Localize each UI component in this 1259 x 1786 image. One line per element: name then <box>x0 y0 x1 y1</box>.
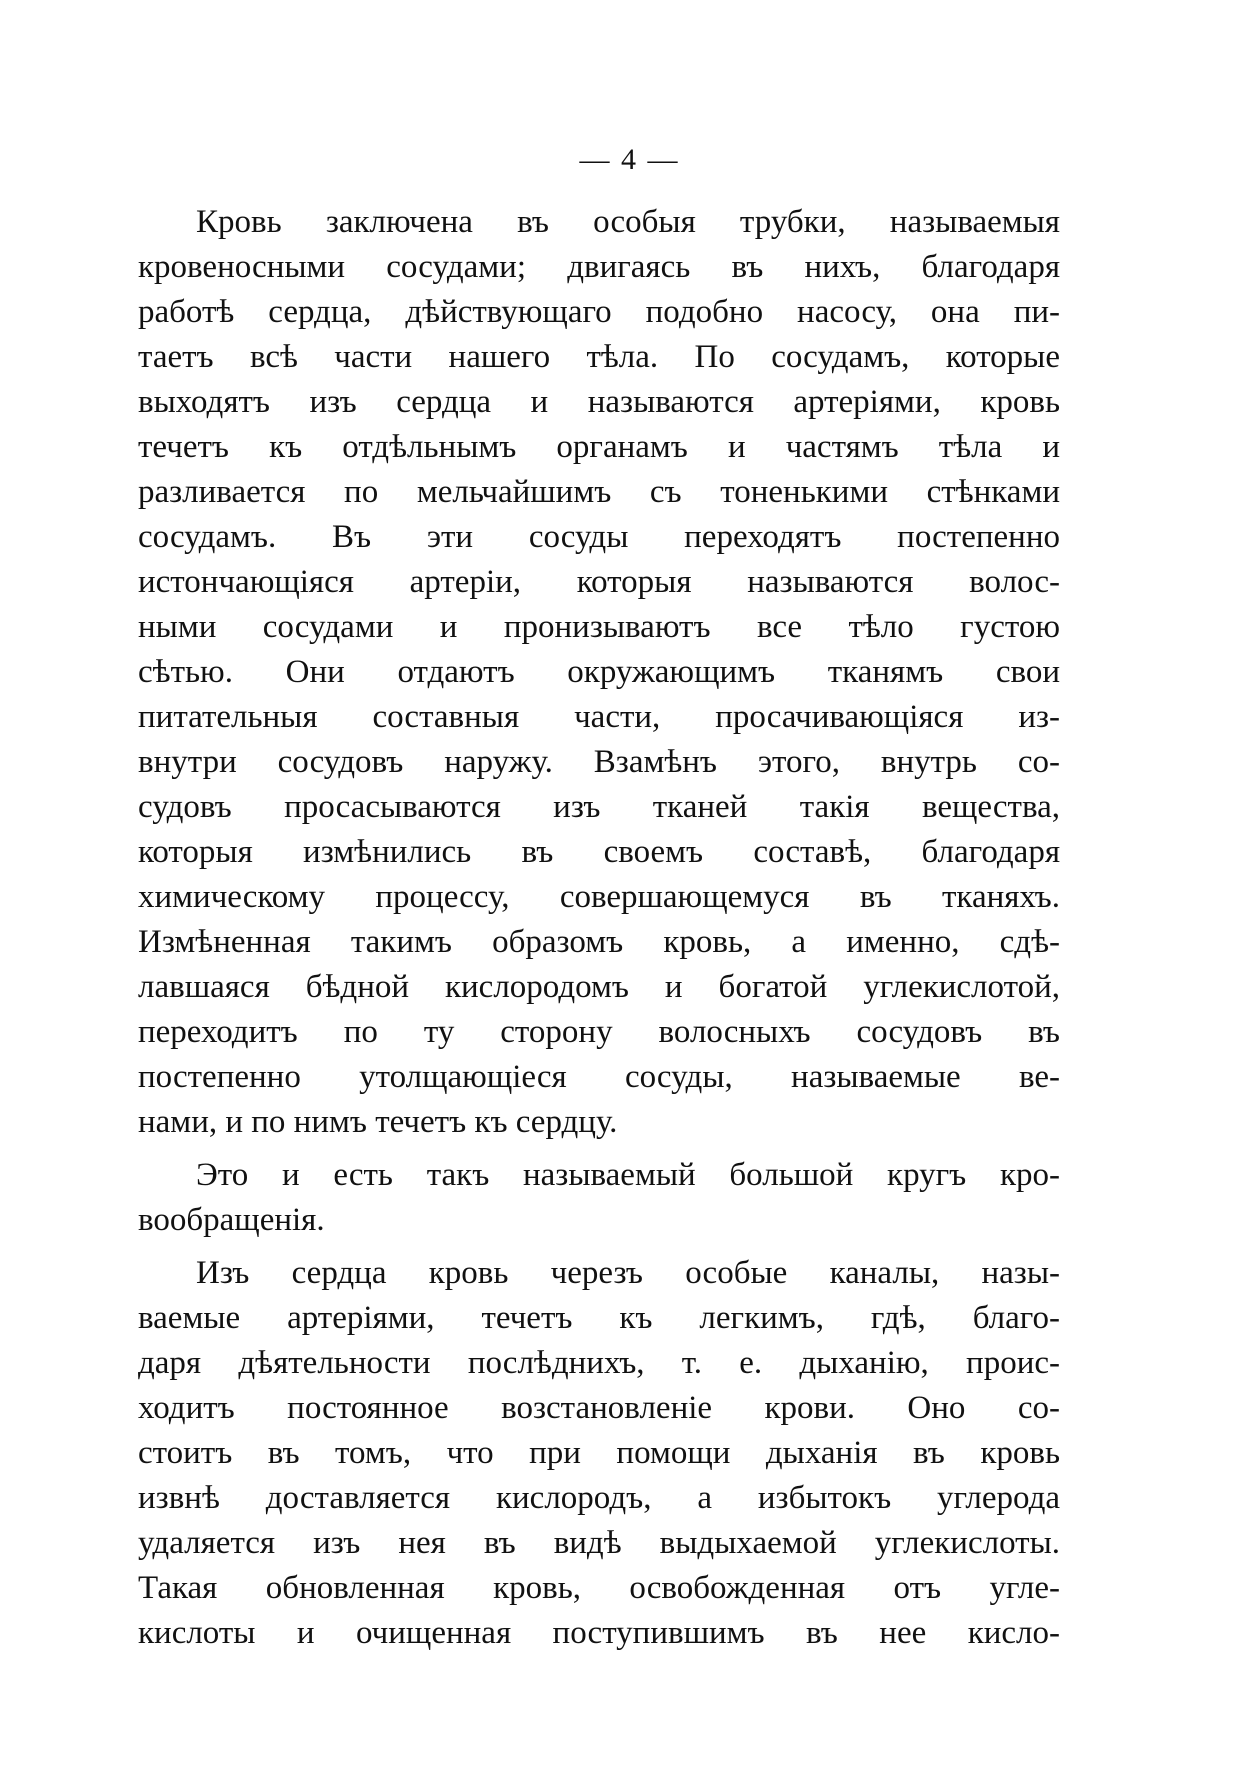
text-line: работѣ сердца, дѣйствующаго подобно насосу, она пи- <box>138 294 1060 330</box>
text-line: Это и есть такъ называемый большой кругъ кро- <box>196 1157 1060 1193</box>
body-text <box>138 200 1060 1664</box>
text-line: ходитъ постоянное возстановленіе крови. Оно со- <box>138 1390 1060 1426</box>
text-line: питательныя составныя части, просачивающіяся из- <box>138 699 1060 735</box>
text-line: удаляется изъ нея въ видѣ выдыхаемой углекислоты. <box>138 1525 1060 1561</box>
text-line: постепенно утолщающіеся сосуды, называемые ве- <box>138 1059 1060 1095</box>
text-line: кровеносными сосудами; двигаясь въ нихъ, благодаря <box>138 249 1060 285</box>
text-line: Кровь заключена въ особыя трубки, называемыя <box>196 204 1060 240</box>
text-line: извнѣ доставляется кислородъ, а избытокъ углерода <box>138 1480 1060 1516</box>
text-line: переходитъ по ту сторону волосныхъ сосудовъ въ <box>138 1014 1060 1050</box>
text-line: вообращенія. <box>138 1202 325 1238</box>
text-line: таетъ всѣ части нашего тѣла. По сосудамъ, которые <box>138 339 1060 375</box>
text-line: нами, и по нимъ течетъ къ сердцу. <box>138 1104 618 1140</box>
text-line: внутри сосудовъ наружу. Взамѣнъ этого, внутрь со- <box>138 744 1060 780</box>
text-line: Измѣненная такимъ образомъ кровь, а именно, сдѣ- <box>138 924 1060 960</box>
page-number: — 4 — <box>579 143 680 176</box>
text-line: истончающіяся артеріи, которыя называются волос- <box>138 564 1060 600</box>
text-line: ваемые артеріями, течетъ къ легкимъ, гдѣ, благо- <box>138 1300 1060 1336</box>
text-line: которыя измѣнились въ своемъ составѣ, благодаря <box>138 834 1060 870</box>
text-line: лавшаяся бѣдной кислородомъ и богатой углекислотой, <box>138 969 1060 1005</box>
text-line: Изъ сердца кровь черезъ особые каналы, назы- <box>196 1255 1060 1291</box>
text-line: судовъ просасываются изъ тканей такія вещества, <box>138 789 1060 825</box>
text-line: даря дѣятельности послѣднихъ, т. е. дыханію, проис- <box>138 1345 1060 1381</box>
text-line: Такая обновленная кровь, освобожденная отъ угле- <box>138 1570 1060 1606</box>
paragraph-2 <box>138 1153 1060 1243</box>
text-line: кислоты и очищенная поступившимъ въ нее кисло- <box>138 1615 1060 1651</box>
text-line: ными сосудами и пронизываютъ все тѣло густою <box>138 609 1060 645</box>
text-line: химическому процессу, совершающемуся въ тканяхъ. <box>138 879 1060 915</box>
text-line: течетъ къ отдѣльнымъ органамъ и частямъ тѣла и <box>138 429 1060 465</box>
paragraph-3 <box>138 1251 1060 1656</box>
text-line: стоитъ въ томъ, что при помощи дыханія въ кровь <box>138 1435 1060 1471</box>
text-line: выходятъ изъ сердца и называются артеріями, кровь <box>138 384 1060 420</box>
text-line: сѣтью. Они отдаютъ окружающимъ тканямъ свои <box>138 654 1060 690</box>
text-line: разливается по мельчайшимъ съ тоненькими стѣнками <box>138 474 1060 510</box>
paragraph-1 <box>138 200 1060 1145</box>
text-line: сосудамъ. Въ эти сосуды переходятъ постепенно <box>138 519 1060 555</box>
